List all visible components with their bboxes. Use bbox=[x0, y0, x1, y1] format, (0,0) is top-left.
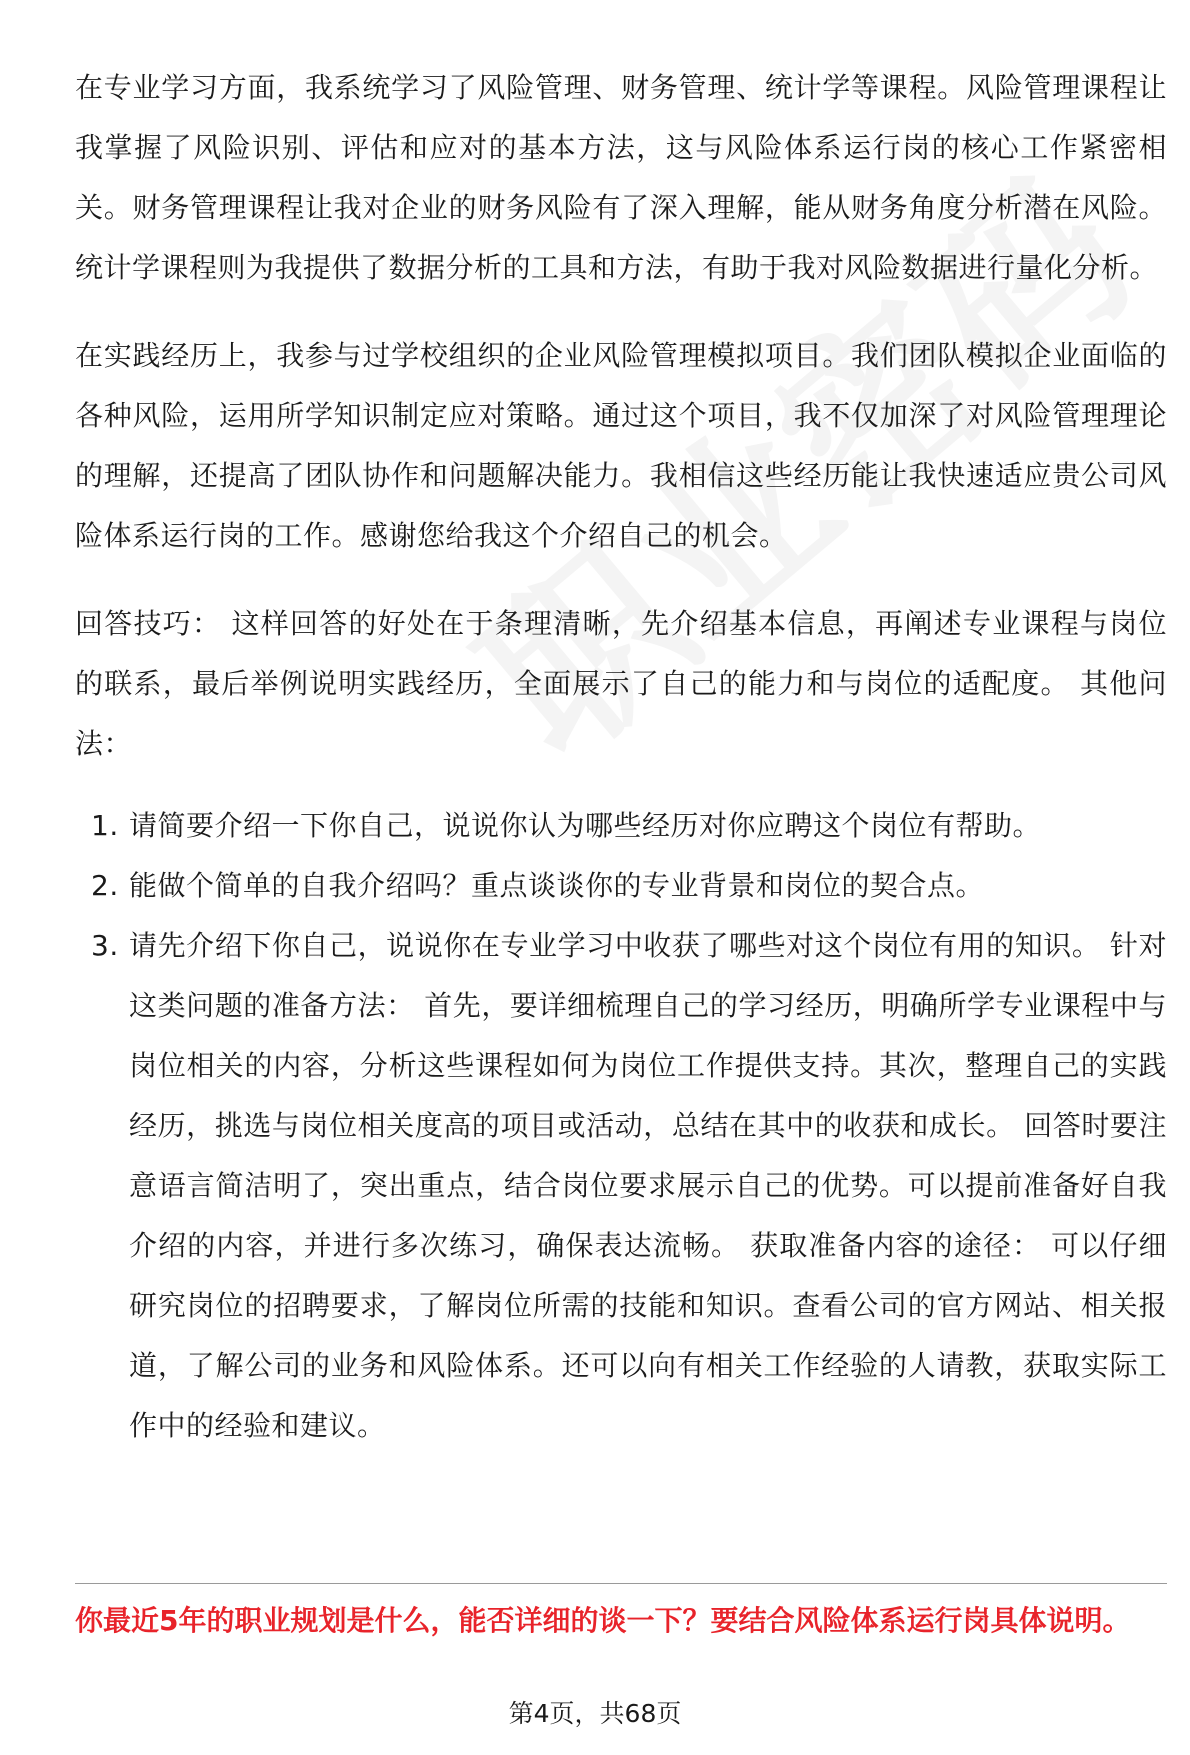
list-item-text: 能做个简单的自我介绍吗？重点谈谈你的专业背景和岗位的契合点。 bbox=[129, 869, 985, 902]
list-item-text: 请简要介绍一下你自己，说说你认为哪些经历对你应聘这个岗位有帮助。 bbox=[129, 809, 1042, 842]
alternative-questions-list bbox=[75, 796, 1167, 1456]
document-body bbox=[75, 58, 1167, 1456]
list-item bbox=[75, 916, 1167, 1456]
list-item bbox=[75, 856, 1167, 916]
paragraph-practice: 在实践经历上，我参与过学校组织的企业风险管理模拟项目。我们团队模拟企业面临的各种风险，运用所学知识制定应对策略。通过这个项目，我不仅加深了对风险管理理论的理解，还提高了团队协作和问题解决能力。我相信这些经历能让我快速适应贵公司风险体系运行岗的工作。感谢您给我这个介绍自己的机会。 bbox=[75, 339, 1167, 552]
list-number: 2. bbox=[91, 869, 119, 902]
paragraph-tips: 回答技巧： 这样回答的好处在于条理清晰，先介绍基本信息，再阐述专业课程与岗位的联系，最后举例说明实践经历，全面展示了自己的能力和与岗位的适配度。 其他问法： bbox=[75, 607, 1167, 760]
section-divider bbox=[75, 1583, 1167, 1584]
next-question-heading: 你最近5年的职业规划是什么，能否详细的谈一下？要结合风险体系运行岗具体说明。 bbox=[75, 1604, 1131, 1637]
list-item-text: 请先介绍下你自己，说说你在专业学习中收获了哪些对这个岗位有用的知识。 针对这类问题的准备方法： 首先，要详细梳理自己的学习经历，明确所学专业课程中与岗位相关的内容，分析这些课程如何为岗位工作提供支持。其次，整理自己的实践经历，挑选与岗位相关度高的项目或活动，总结在其中的收获和成长。 回答时要注意语言简洁明了，突出重点，结合岗位要求展示自己的优势。可以提前准备好自我介绍的内容，并进行多次练习，确保表达流畅。 获取准备内容的途径： 可以仔细研究岗位的招聘要求，了解岗位所需的技能和知识。查看公司的官方网站、相关报道，了解公司的业务和风险体系。还可以向有相关工作经验的人请教，获取实际工作中的经验和建议。 bbox=[129, 929, 1167, 1442]
paragraph-study: 在专业学习方面，我系统学习了风险管理、财务管理、统计学等课程。风险管理课程让我掌握了风险识别、评估和应对的基本方法，这与风险体系运行岗的核心工作紧密相关。财务管理课程让我对企业的财务风险有了深入理解，能从财务角度分析潜在风险。统计学课程则为我提供了数据分析的工具和方法，有助于我对风险数据进行量化分析。 bbox=[75, 71, 1167, 284]
page-number: 第4页，共68页 bbox=[508, 1699, 682, 1728]
list-number: 3. bbox=[91, 929, 119, 962]
list-item bbox=[75, 796, 1167, 856]
list-number: 1. bbox=[91, 809, 119, 842]
